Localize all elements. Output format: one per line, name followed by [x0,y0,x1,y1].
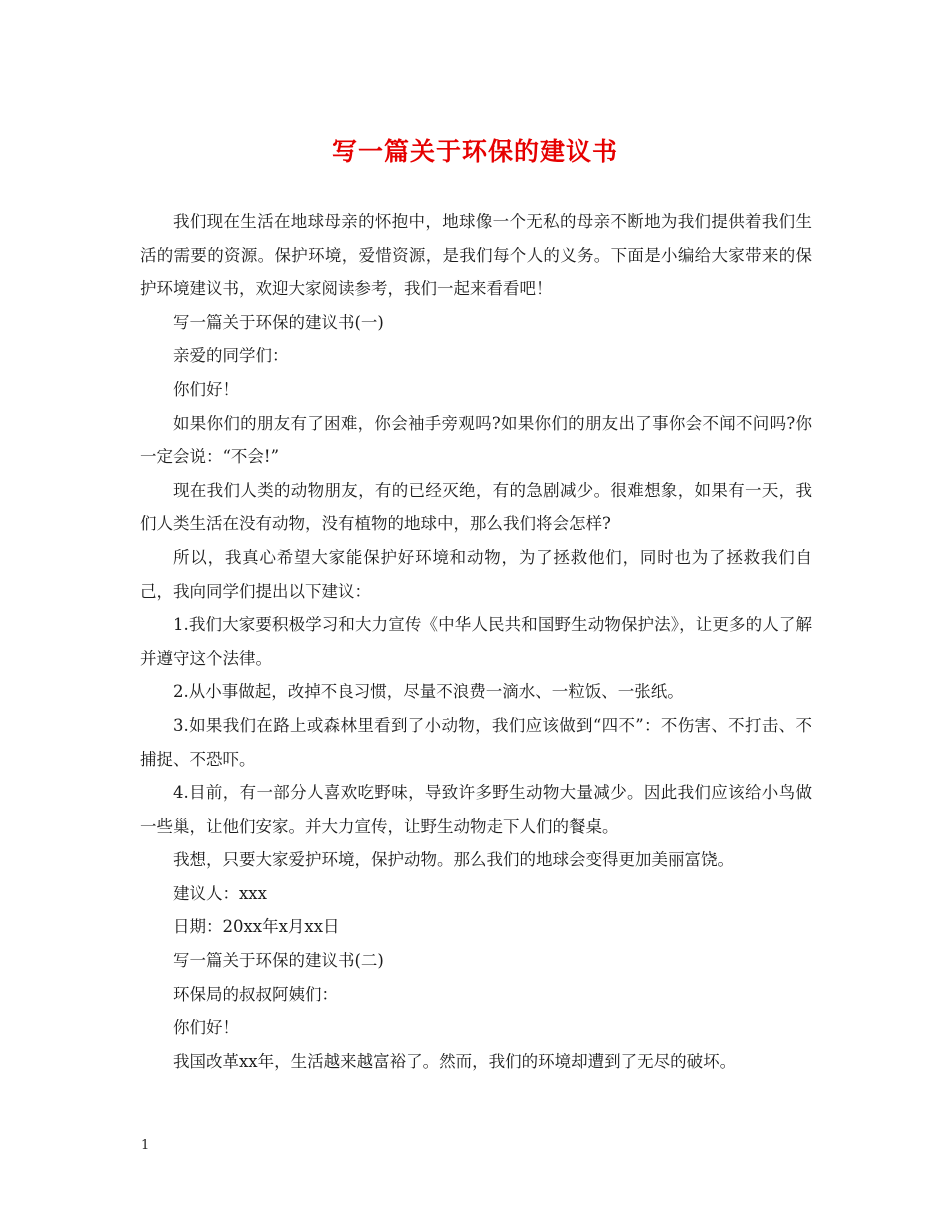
suggestion-item-1: 1.我们大家要积极学习和大力宣传《中华人民共和国野生动物保护法》，让更多的人了解并遵守这个法律。 [140,615,812,668]
date-line: 日期：20xx年x月xx日 [173,917,340,937]
paragraph-section-heading-1: 写一篇关于环保的建议书(一) [173,312,384,332]
suggestion-item-3: 3.如果我们在路上或森林里看到了小动物，我们应该做到“四不”：不伤害、不打击、不捕捉、不恐吓。 [140,715,812,769]
paragraph-salutation-1: 亲爱的同学们： [173,346,289,366]
paragraph-greeting-1: 你们好！ [173,379,239,399]
suggestion-item-4: 4.目前，有一部分人喜欢吃野味，导致许多野生动物大量减少。因此我们应该给小鸟做一些巢，让他们安家。并大力宣传，让野生动物走下人们的餐桌。 [140,783,812,836]
document-body [140,205,812,1078]
proposer-line: 建议人：xxx [173,883,267,903]
document-title: 写一篇关于环保的建议书 [331,137,618,166]
page-number: 1 [141,1138,150,1153]
paragraph-intro: 我们现在生活在地球母亲的怀抱中，地球像一个无私的母亲不断地为我们提供着我们生活的需要的资源。保护环境，爱惜资源，是我们每个人的义务。下面是小编给大家带来的保护环境建议书，欢迎大家阅读参考，我们一起来看看吧！ [140,212,812,299]
paragraph: 如果你们的朋友有了困难，你会袖手旁观吗?如果你们的朋友出了事你会不闻不问吗?你一定会说：“不会!” [140,413,812,467]
paragraph: 现在我们人类的动物朋友，有的已经灭绝，有的急剧减少。很难想象，如果有一天，我们人类生活在没有动物，没有植物的地球中，那么我们将会怎样? [140,480,812,534]
suggestion-item-2: 2.从小事做起，改掉不良习惯，尽量不浪费一滴水、一粒饭、一张纸。 [173,682,684,702]
paragraph-section-heading-2: 写一篇关于环保的建议书(二) [173,951,384,971]
paragraph: 所以，我真心希望大家能保护好环境和动物，为了拯救他们，同时也为了拯救我们自己，我向同学们提出以下建议： [140,547,812,601]
paragraph-closing: 我想，只要大家爱护环境，保护动物。那么我们的地球会变得更加美丽富饶。 [173,850,734,870]
paragraph: 我国改革xx年，生活越来越富裕了。然而，我们的环境却遭到了无尽的破坏。 [173,1051,737,1071]
paragraph-salutation-2: 环保局的叔叔阿姨们： [173,984,338,1004]
paragraph-greeting-2: 你们好！ [173,1018,239,1038]
